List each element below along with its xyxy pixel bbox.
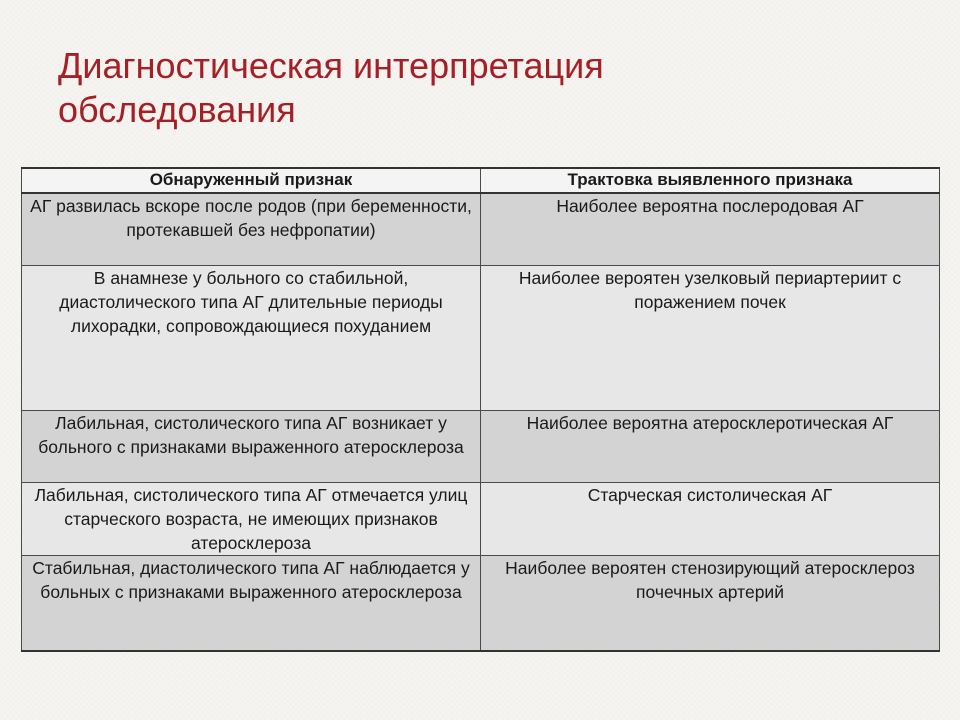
finding-cell: Стабильная, диастолического типа АГ наблюдается у больных с признаками выраженного атеросклероза xyxy=(22,556,481,652)
interpretation-cell: Наиболее вероятен стенозирующий атеросклероз почечных артерий xyxy=(481,556,940,652)
table-row xyxy=(22,483,940,556)
finding-cell: АГ развилась вскоре после родов (при беременности, протекавшей без нефропатии) xyxy=(22,193,481,266)
interpretation-cell: Наиболее вероятна послеродовая АГ xyxy=(481,193,940,266)
interpretation-cell: Наиболее вероятна атеросклеротическая АГ xyxy=(481,411,940,483)
table-row xyxy=(22,411,940,483)
header-interpretation: Трактовка выявленного признака xyxy=(481,168,940,193)
header-finding: Обнаруженный признак xyxy=(22,168,481,193)
finding-cell: В анамнезе у больного со стабильной, диастолического типа АГ длительные периоды лихорадки, сопровождающиеся похуданием xyxy=(22,266,481,411)
slide-title-line-1: Диагностическая интерпретация xyxy=(58,45,604,86)
table-row xyxy=(22,266,940,411)
finding-cell: Лабильная, систолического типа АГ возникает у больного с признаками выраженного атеросклероза xyxy=(22,411,481,483)
table-row xyxy=(22,193,940,266)
interpretation-cell: Старческая систолическая АГ xyxy=(481,483,940,556)
interpretation-cell: Наиболее вероятен узелковый периартериит с поражением почек xyxy=(481,266,940,411)
slide-title xyxy=(58,44,918,132)
findings-table xyxy=(21,167,940,652)
table-row xyxy=(22,556,940,652)
table-header-row xyxy=(22,168,940,193)
finding-cell: Лабильная, систолического типа АГ отмечается улиц старческого возраста, не имеющих признаков атеросклероза xyxy=(22,483,481,556)
slide-title-line-2: обследования xyxy=(58,89,296,130)
